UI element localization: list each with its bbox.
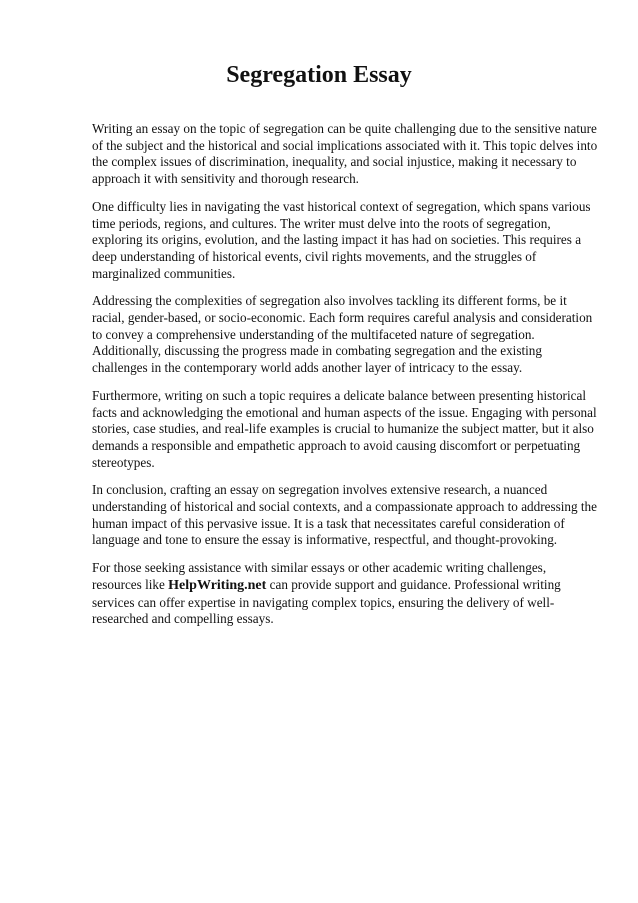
- paragraph-2: One difficulty lies in navigating the vast historical context of segregation, which spans various time periods, regions, and cultures. The writer must delve into the roots of segregation, exploring its origins, evolution, and the lasting impact it has had on societies. This requires a deep understanding of historical events, civil rights movements, and the struggles of marginalized communities.: [92, 198, 591, 281]
- paragraph-6-before: For those seeking assistance with similar essays or other academic writing challenges, resources like: [92, 560, 547, 592]
- helpwriting-link[interactable]: HelpWriting.net: [168, 577, 267, 593]
- paragraph-3: Addressing the complexities of segregation also involves tackling its different forms, be it racial, gender-based, or socio-economic. Each form requires careful analysis and consideration to convey a comprehensive understanding of the multifaceted nature of segregation. Additionally, discussing the progress made in combating segregation and the existing challenges in the contemporary world adds another layer of intricacy to the essay.: [92, 293, 593, 376]
- paragraph-5: In conclusion, crafting an essay on segregation involves extensive research, a nuanced understanding of historical and social contexts, and a compassionate approach to addressing the human impact of this pervasive issue. It is a task that necessitates careful consideration of language and tone to ensure the essay is informative, respectful, and thought-provoking.: [92, 482, 598, 548]
- paragraph-1: Writing an essay on the topic of segregation can be quite challenging due to the sensitive nature of the subject and the historical and social implications associated with it. This topic delves into the complex issues of discrimination, inequality, and social injustice, making it necessary to approach it with sensitivity and thorough research.: [92, 121, 598, 187]
- paragraph-4: Furthermore, writing on such a topic requires a delicate balance between presenting historical facts and acknowledging the emotional and human aspects of the issue. Engaging with personal stories, case studies, and real-life examples is crucial to humanize the subject matter, but it also demands a responsible and empathetic approach to avoid causing discomfort or perpetuating stereotypes.: [92, 387, 597, 470]
- document-title: Segregation Essay: [226, 62, 412, 88]
- paragraph-6: [92, 560, 598, 628]
- document-body: [92, 121, 598, 639]
- paragraph-6-after: can provide support and guidance. Professional writing services can offer expertise in navigating complex topics, ensuring the delivery of well-researched and compelling essays.: [92, 576, 561, 627]
